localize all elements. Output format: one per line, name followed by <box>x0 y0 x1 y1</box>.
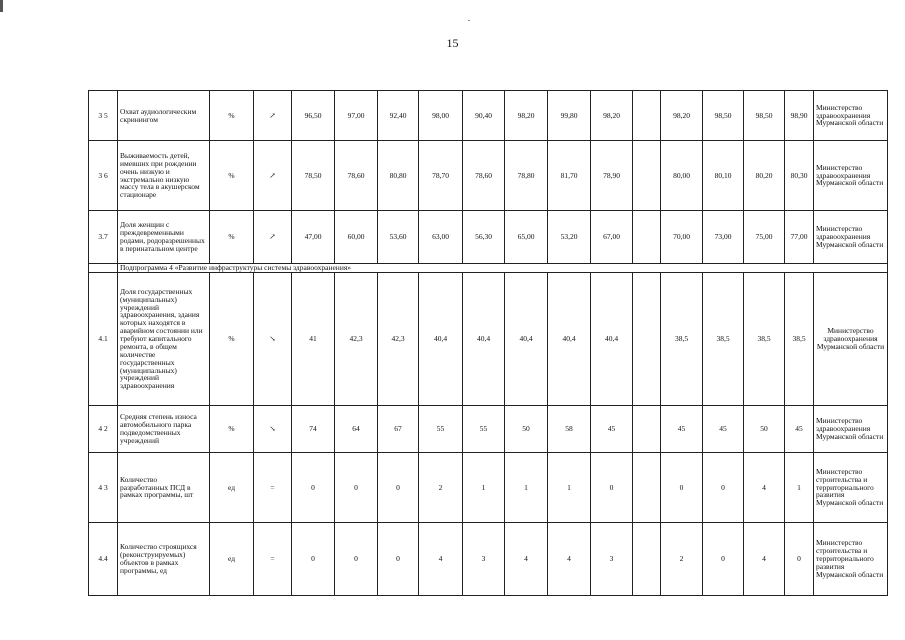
indicator-value: 58 <box>548 406 591 453</box>
indicator-name: Количество строящихся (реконструируемых) объектов в рамках программы, ед <box>118 523 210 596</box>
indicator-trend: ↘ <box>254 406 292 453</box>
indicator-name: Доля женщин с преждевременными родами, родоразрешенных в перинатальном центре <box>118 211 210 264</box>
indicator-number: 4.1 <box>89 273 118 406</box>
indicator-value: 45 <box>703 406 744 453</box>
indicator-value: 38,5 <box>703 273 744 406</box>
indicator-value: 0 <box>292 453 335 523</box>
responsible-ministry: Министерство здравоохранения Мурманской области <box>814 211 888 264</box>
indicator-value: 56,30 <box>463 211 505 264</box>
indicator-value: 67,00 <box>591 211 633 264</box>
indicator-value: 4 <box>744 523 785 596</box>
indicator-number: 4 3 <box>89 453 118 523</box>
indicator-value <box>633 211 661 264</box>
indicator-value: 80,80 <box>378 141 419 211</box>
indicator-value: 92,40 <box>378 91 419 141</box>
subprogram-blank-cell <box>89 264 118 273</box>
indicator-value: 0 <box>703 453 744 523</box>
indicator-name: Охват аудиологическим скринингом <box>118 91 210 141</box>
indicator-value: 40,4 <box>548 273 591 406</box>
indicator-value: 74 <box>292 406 335 453</box>
indicator-value: 97,00 <box>335 91 378 141</box>
indicator-value: 0 <box>378 453 419 523</box>
indicator-unit: % <box>210 273 254 406</box>
scan-edge-mark <box>0 0 3 12</box>
indicator-trend: ↗ <box>254 141 292 211</box>
indicator-value: 42,3 <box>378 273 419 406</box>
indicator-trend: ↗ <box>254 211 292 264</box>
indicator-trend: = <box>254 453 292 523</box>
indicator-value: 96,50 <box>292 91 335 141</box>
indicator-unit: % <box>210 91 254 141</box>
indicator-value: 1 <box>785 453 814 523</box>
indicator-value: 45 <box>661 406 703 453</box>
indicator-value: 50 <box>505 406 548 453</box>
indicators-table-body <box>89 91 888 596</box>
indicator-name: Средняя степень износа автомобильного парка подведомственных учреждений <box>118 406 210 453</box>
indicator-value: 78,70 <box>419 141 463 211</box>
indicator-trend: ↗ <box>254 91 292 141</box>
indicator-value: 38,5 <box>744 273 785 406</box>
indicator-row <box>89 523 888 596</box>
indicator-value: 4 <box>419 523 463 596</box>
indicator-value: 64 <box>335 406 378 453</box>
indicator-value: 40,4 <box>505 273 548 406</box>
indicator-value: 45 <box>785 406 814 453</box>
indicator-value: 77,00 <box>785 211 814 264</box>
indicator-trend: ↘ <box>254 273 292 406</box>
indicator-value: 0 <box>703 523 744 596</box>
indicator-value: 78,60 <box>335 141 378 211</box>
indicator-value: 4 <box>744 453 785 523</box>
indicator-value: 42,3 <box>335 273 378 406</box>
indicator-value: 55 <box>419 406 463 453</box>
indicator-value: 78,60 <box>463 141 505 211</box>
indicator-value: 98,50 <box>703 91 744 141</box>
indicator-value: 2 <box>419 453 463 523</box>
indicator-value: 81,70 <box>548 141 591 211</box>
subprogram-title: Подпрограмма 4 «Развитие инфраструктуры системы здравоохранения» <box>118 264 888 273</box>
indicator-value: 4 <box>505 523 548 596</box>
indicator-value: 1 <box>463 453 505 523</box>
indicator-number: 3 6 <box>89 141 118 211</box>
responsible-ministry: Министерство здравоохранения Мурманской области <box>814 141 888 211</box>
indicator-value: 0 <box>292 523 335 596</box>
indicator-row <box>89 273 888 406</box>
indicator-value: 99,80 <box>548 91 591 141</box>
indicators-table <box>88 90 888 596</box>
indicator-value: 78,50 <box>292 141 335 211</box>
indicator-value: 98,20 <box>591 91 633 141</box>
indicator-value: 90,40 <box>463 91 505 141</box>
indicator-value: 78,90 <box>591 141 633 211</box>
indicator-value: 60,00 <box>335 211 378 264</box>
scan-speck <box>468 20 470 21</box>
indicator-number: 4 2 <box>89 406 118 453</box>
indicator-value <box>633 91 661 141</box>
indicator-value: 80,30 <box>785 141 814 211</box>
indicator-value: 1 <box>505 453 548 523</box>
indicator-name: Количество разработанных ПСД в рамках программы, шт <box>118 453 210 523</box>
indicator-number: 3 5 <box>89 91 118 141</box>
indicator-value: 0 <box>335 453 378 523</box>
indicator-value: 40,4 <box>463 273 505 406</box>
indicator-unit: % <box>210 211 254 264</box>
indicator-value: 45 <box>591 406 633 453</box>
indicator-value <box>633 141 661 211</box>
indicator-value: 53,20 <box>548 211 591 264</box>
subprogram-row <box>89 264 888 273</box>
indicator-row <box>89 453 888 523</box>
indicator-unit: ед <box>210 523 254 596</box>
indicator-value: 2 <box>661 523 703 596</box>
indicator-unit: % <box>210 141 254 211</box>
indicator-value: 98,20 <box>505 91 548 141</box>
indicator-name: Доля государственных (муниципальных) учреждений здравоохранения, здания которых находятся в аварийном состоянии или требуют капитального ремонта, в общем количестве государственных (муниципальных) учреждений здравоохранения <box>118 273 210 406</box>
responsible-ministry: Министерство здравоохранения Мурманской области <box>814 91 888 141</box>
indicator-value: 67 <box>378 406 419 453</box>
indicator-value: 80,20 <box>744 141 785 211</box>
indicator-value: 50 <box>744 406 785 453</box>
indicator-value: 80,00 <box>661 141 703 211</box>
indicator-value <box>633 523 661 596</box>
indicator-value: 40,4 <box>591 273 633 406</box>
indicator-value: 38,5 <box>785 273 814 406</box>
indicator-trend: = <box>254 523 292 596</box>
indicator-value: 73,00 <box>703 211 744 264</box>
responsible-ministry: Министерство здравоохранения Мурманской области <box>814 406 888 453</box>
indicator-value <box>633 406 661 453</box>
responsible-ministry: Министерство здравоохранения Мурманской области <box>814 273 888 406</box>
indicator-value: 0 <box>661 453 703 523</box>
indicator-value: 63,00 <box>419 211 463 264</box>
indicator-value: 38,5 <box>661 273 703 406</box>
indicator-value: 3 <box>463 523 505 596</box>
indicator-value: 65,00 <box>505 211 548 264</box>
indicator-value: 0 <box>591 453 633 523</box>
responsible-ministry: Министерство строительства и территориального развития Мурманской области <box>814 523 888 596</box>
indicator-value <box>633 273 661 406</box>
indicator-value: 98,50 <box>744 91 785 141</box>
indicator-row <box>89 211 888 264</box>
indicator-number: 4.4 <box>89 523 118 596</box>
indicator-row <box>89 406 888 453</box>
indicator-value: 41 <box>292 273 335 406</box>
indicator-value: 1 <box>548 453 591 523</box>
indicator-value <box>633 453 661 523</box>
indicator-value: 4 <box>548 523 591 596</box>
indicator-row <box>89 141 888 211</box>
indicator-row <box>89 91 888 141</box>
indicator-value: 75,00 <box>744 211 785 264</box>
indicator-value: 98,20 <box>661 91 703 141</box>
indicator-value: 98,90 <box>785 91 814 141</box>
indicator-value: 0 <box>785 523 814 596</box>
indicator-value: 47,00 <box>292 211 335 264</box>
responsible-ministry: Министерство строительства и территориального развития Мурманской области <box>814 453 888 523</box>
indicator-value: 70,00 <box>661 211 703 264</box>
indicator-value: 3 <box>591 523 633 596</box>
indicator-unit: ед <box>210 453 254 523</box>
indicator-value: 78,80 <box>505 141 548 211</box>
indicator-value: 0 <box>335 523 378 596</box>
indicator-value: 40,4 <box>419 273 463 406</box>
indicator-value: 55 <box>463 406 505 453</box>
indicator-number: 3.7 <box>89 211 118 264</box>
indicator-name: Выживаемость детей, имевших при рождении очень низкую и экстремально низкую массу тела в акушерском стационаре <box>118 141 210 211</box>
page-number: 15 <box>446 36 459 50</box>
indicator-value: 0 <box>378 523 419 596</box>
indicator-value: 80,10 <box>703 141 744 211</box>
indicator-value: 98,00 <box>419 91 463 141</box>
indicator-value: 53,60 <box>378 211 419 264</box>
indicator-unit: % <box>210 406 254 453</box>
